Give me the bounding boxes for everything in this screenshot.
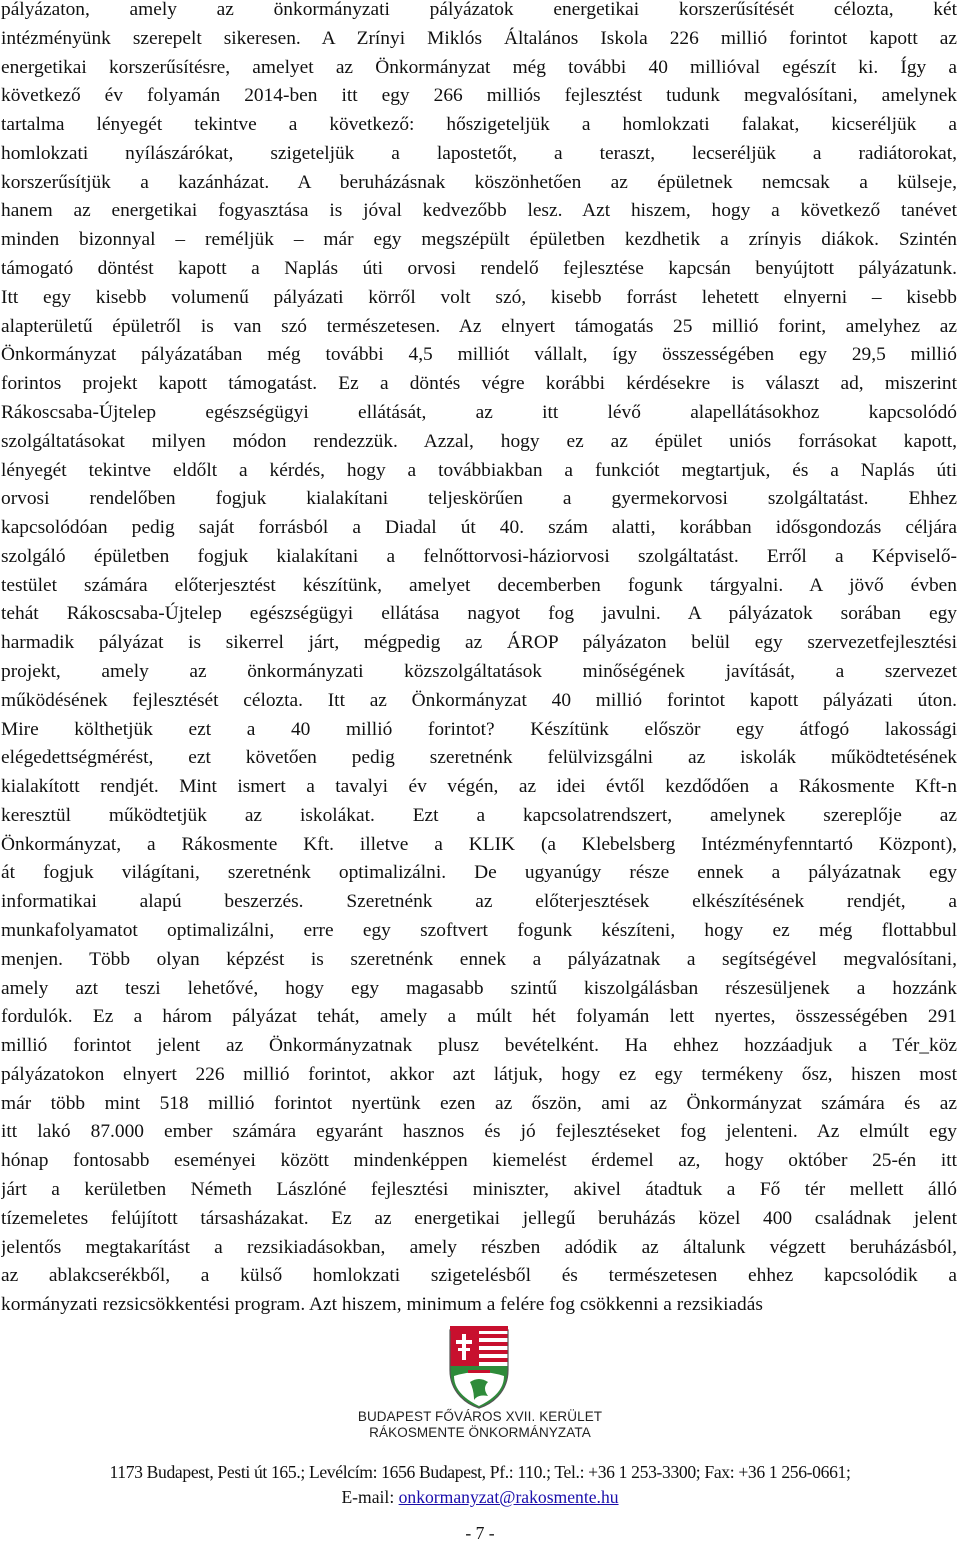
text-line: támogató döntést kapott a Naplás úti orvosi rendelő fejlesztése kapcsán benyújtott pályázatunk. xyxy=(1,258,957,280)
text-line: hónap fontosabb eseményei között mindenképpen kiemelést érdemel az, hogy október 25-én itt xyxy=(1,1150,957,1172)
page-number: - 7 - xyxy=(465,1523,495,1543)
text-line: pályázatokon elnyert 226 millió forintot, akkor azt látjuk, hogy ez egy termékeny ősz, hiszen most xyxy=(1,1063,957,1085)
text-line: energetikai korszerűsítésre, amelyet az Önkormányzat még további 40 millióval egészít ki. Így a xyxy=(1,56,957,78)
text-line: fordulók. Ez a három pályázat tehát, amely a múlt hét folyamán lett nyertes, összességében 291 xyxy=(1,1006,957,1028)
text-line: szolgáltatásokat milyen módon rendezzük. Azzal, hogy ez az épület uniós forrásokat kapott, xyxy=(1,430,957,452)
text-line: millió forintot jelent az Önkormányzatnak plusz bevételként. Ha ehhez hozzáadjuk a Tér_köz xyxy=(1,1035,957,1057)
text-line: működésének fejlesztését célozta. Itt az Önkormányzat 40 millió forintot kapott pályázati úton. xyxy=(1,689,957,711)
email-label: E-mail: xyxy=(341,1487,399,1507)
text-line: informatikai alapú beszerzés. Szeretnénk az előterjesztések elkészítésének rendjét, a xyxy=(1,891,957,913)
email-link[interactable]: onkormanyzat@rakosmente.hu xyxy=(398,1487,619,1507)
text-line: testület számára előterjesztést készítünk, amelyet decemberben fogunk tárgyalni. A jövő évben xyxy=(1,574,957,596)
office-name-line2: RÁKOSMENTE ÖNKORMÁNYZATA xyxy=(369,1425,591,1440)
text-line: alapterületű épületről is van szó természetesen. Az elnyert támogatás 25 millió forint, amelyhez az xyxy=(1,315,957,337)
text-line: munkafolyamatot optimalizálni, erre egy szoftvert fogunk készíteni, hogy ez még flottabbul xyxy=(1,920,957,941)
text-line: itt lakó 87.000 ember számára egyaránt hasznos és jó fejlesztéseket fog jelenteni. Az elmúlt egy xyxy=(1,1121,957,1143)
text-line: projekt, amely az önkormányzati közszolgáltatások minőségének javítását, a szervezet xyxy=(1,660,957,682)
text-line: tízemeletes felújított társasházakat. Ez az energetikai jellegű beruházás közel 400 családnak jelent xyxy=(1,1207,957,1229)
text-line: menjen. Több olyan képzést is szeretnénk ennek a pályázatnak a segítségével megvalósítani, xyxy=(1,948,957,970)
text-line: keresztül működtetjük az iskolákat. Ezt a kapcsolatrendszert, amelynek szereplője az xyxy=(1,804,957,826)
text-line: Rákoscsaba-Újtelep egészségügyi ellátását, az itt lévő alapellátásokhoz kapcsolódó xyxy=(1,401,957,423)
text-line: pályázaton, amely az önkormányzati pályázatok energetikai korszerűsítését célozta, két xyxy=(1,0,957,20)
text-line: minden bizonnyal – reméljük – már egy megszépült épületben kezdhetik a zrínyis diákok. Szintén xyxy=(1,229,957,251)
text-line: kormányzati rezsicsökkentési program. Azt hiszem, minimum a felére fog csökkenni a rezsikiadás xyxy=(1,1294,763,1316)
body-text xyxy=(1,0,957,1320)
text-line: Önkormányzat, a Rákosmente Kft. illetve a KLIK (a Klebelsberg Intézményfenntartó Központ), xyxy=(1,833,957,855)
text-line: elégedettségmérést, ezt követően pedig szeretnénk felülvizsgálni az iskolák működtetésének xyxy=(1,747,957,769)
text-line: hanem az energetikai fogyasztása is jóval kedvezőbb lesz. Azt hiszem, hogy a következő tanévet xyxy=(1,200,957,222)
text-line: szolgáló épületben fogjuk kialakítani a felnőttorvosi-háziorvosi szolgáltatást. Erről a Képviselő- xyxy=(1,545,957,567)
text-line: intézményünk szerepelt sikeresen. A Zrínyi Miklós Általános Iskola 226 millió forintot kapott az xyxy=(1,27,957,49)
text-line: következő év folyamán 2014-ben itt egy 266 milliós fejlesztést tudunk megvalósítani, amelynek xyxy=(1,85,957,107)
text-line: homlokzati nyílászárókat, szigeteljük a lapostetőt, a teraszt, lecseréljük a radiátorokat, xyxy=(1,142,957,164)
office-name-line1: BUDAPEST FŐVÁROS XVII. KERÜLET xyxy=(357,1409,603,1424)
footer-address: 1173 Budapest, Pesti út 165.; Levélcím: 1656 Budapest, Pf.: 110.; Tel.: +36 1 253-3300; Fax: +36 1 256-0661; xyxy=(109,1462,851,1482)
text-line: tehát Rákoscsaba-Újtelep egészségügyi ellátása nagyot fog javulni. A pályázatok sorában egy xyxy=(1,603,957,625)
coat-of-arms-icon xyxy=(444,1324,514,1410)
text-line: Önkormányzat pályázatában még további 4,5 milliót vállalt, így összességében egy 29,5 millió xyxy=(1,344,957,366)
text-line: kapcsolódóan pedig saját forrásból a Diadal út 40. szám alatti, korábban idősgondozás céljára xyxy=(1,517,957,539)
text-line: harmadik pályázat is sikerrel járt, mégpedig az ÁROP pályázaton belül egy szervezetfejlesztési xyxy=(1,632,957,654)
text-line: orvosi rendelőben fogjuk kialakítani teljeskörűen a gyermekorvosi szolgáltatást. Ehhez xyxy=(1,488,957,510)
footer-email-line xyxy=(0,1487,960,1508)
text-line: lényegét tekintve eldőlt a kérdés, hogy a továbbiakban a funkciót megtartjuk, és a Naplás úti xyxy=(1,459,957,481)
text-line: tartalma lényegét tekintve a következő: hőszigeteljük a homlokzati falakat, kicseréljük a xyxy=(1,114,957,136)
text-line: korszerűsítjük a kazánházat. A beruházásnak köszönhetően az épületnek nemcsak a külseje, xyxy=(1,171,957,193)
text-line: az ablakcserékből, a külső homlokzati szigetelésből és természetesen ehhez kapcsolódik a xyxy=(1,1265,957,1287)
text-line: át fogjuk világítani, szeretnénk optimalizálni. De ugyanúgy része ennek a pályázatnak egy xyxy=(1,862,957,884)
text-line: kialakított rendjét. Mint ismert a tavalyi év végén, az idei évtől kezdődően a Rákosmente Kft-n xyxy=(1,776,957,798)
text-line: jelentős megtakarítást a rezsikiadásokban, amely részben adódik az általunk végzett beruházásból, xyxy=(1,1236,957,1258)
text-line: már több mint 518 millió forintot nyertünk ezen az őszön, ami az Önkormányzat számára és az xyxy=(1,1092,957,1114)
text-line: Mire költhetjük ezt a 40 millió forintot? Készítünk először egy átfogó lakossági xyxy=(1,718,957,740)
text-line: Itt egy kisebb volumenű pályázati körről volt szó, kisebb forrást lehetett elnyerni – kisebb xyxy=(1,286,957,308)
text-line: forintos projekt kapott támogatást. Ez a döntés végre korábbi kérdésekre is választ ad, miszerint xyxy=(1,373,957,395)
text-line: amely azt teszi lehetővé, hogy egy magasabb szintű kiszolgálásban részesüljenek a hozzánk xyxy=(1,977,957,999)
text-line: járt a kerületben Németh Lászlóné fejlesztési miniszter, akivel átadtuk a Fő tér mellett álló xyxy=(1,1179,957,1201)
